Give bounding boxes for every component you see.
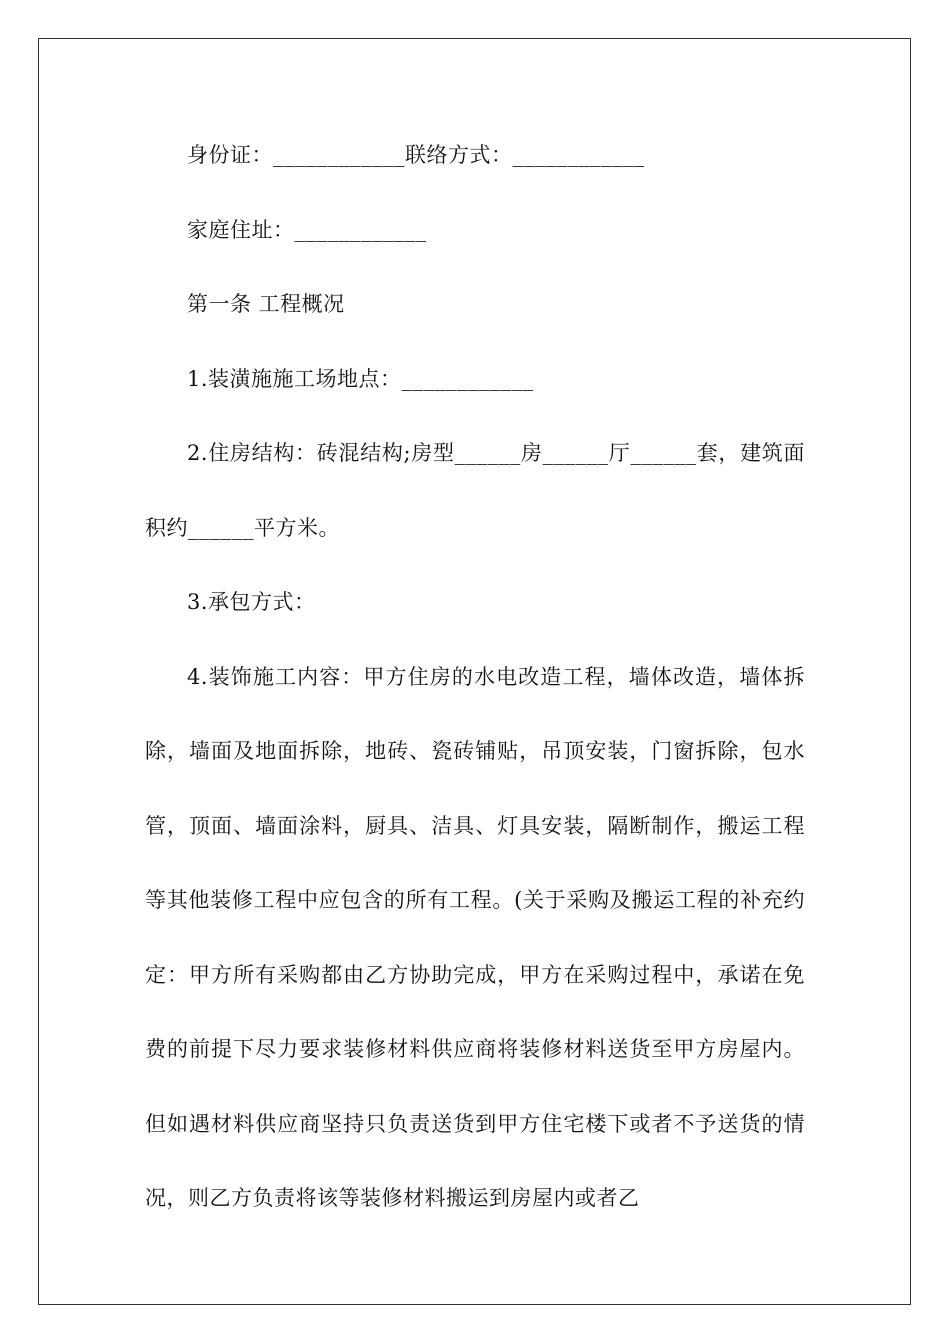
housing-structure-paragraph: 2.住房结构：砖混结构;房型______房______厅______套，建筑面积约______平方米。 [145, 441, 805, 540]
construction-site-line: 1.装潢施施工场地点：____________ [187, 366, 534, 391]
id-contact-line: 身份证：____________联络方式：____________ [187, 143, 645, 167]
document-body [145, 118, 805, 1236]
article-heading: 第一条 工程概况 [187, 292, 345, 316]
home-address-line: 家庭住址：____________ [187, 217, 427, 242]
contract-method-line: 3.承包方式： [187, 590, 316, 614]
construction-content-paragraph: 4.装饰施工内容：甲方住房的水电改造工程，墙体改造，墙体拆除，墙面及地面拆除，地砖、瓷砖铺贴，吊顶安装，门窗拆除，包水管，顶面、墙面涂料，厨具、洁具、灯具安装，隔断制作，搬运工程等其他装修工程中应包含的所有工程。(关于采购及搬运工程的补充约定：甲方所有采购都由乙方协助完成，甲方在采购过程中，承诺在免费的前提下尽力要求装修材料供应商将装修材料送货至甲方房屋内。但如遇材料供应商坚持只负责送货到甲方住宅楼下或者不予送货的情况，则乙方负责将该等装修材料搬运到房屋内或者乙 [145, 664, 805, 1210]
